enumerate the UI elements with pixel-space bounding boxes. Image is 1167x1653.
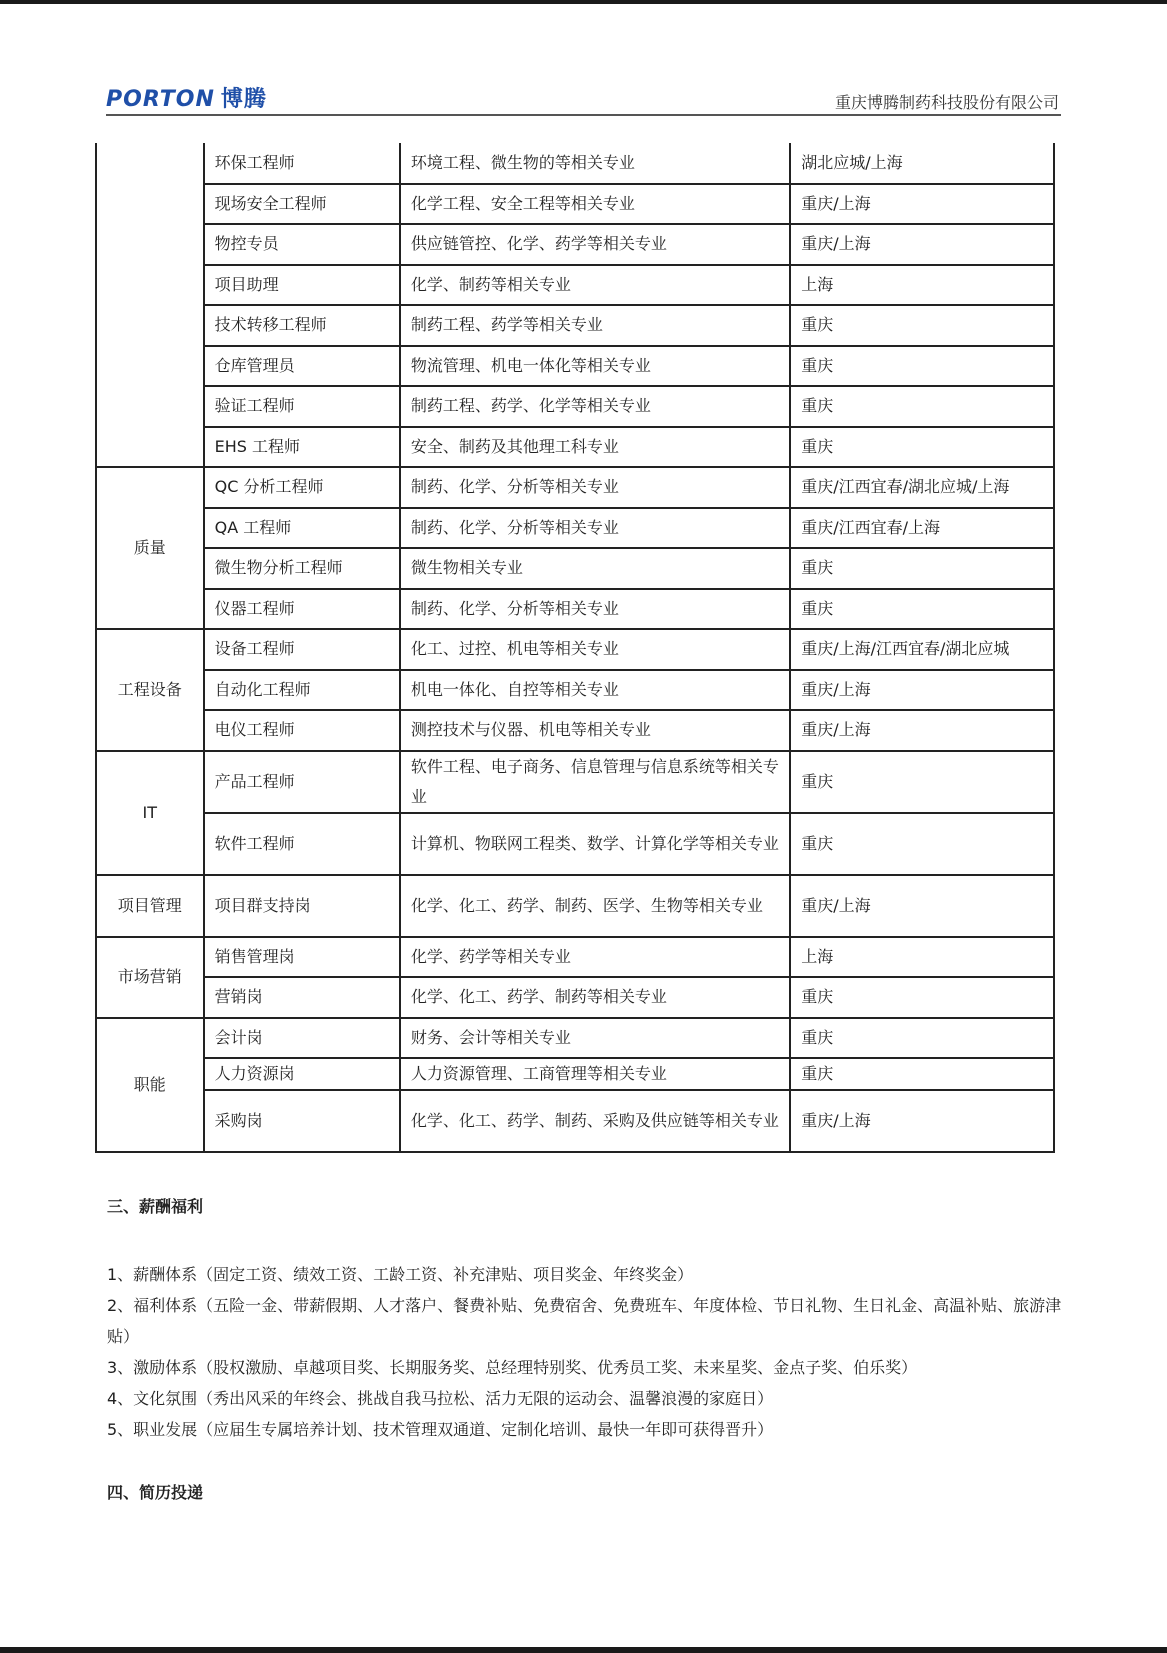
table-row xyxy=(96,224,1054,265)
position-cell: 项目助理 xyxy=(204,265,400,306)
major-cell: 化学、化工、药学、制药等相关专业 xyxy=(400,977,790,1018)
position-cell: 会计岗 xyxy=(204,1018,400,1059)
position-cell: QC 分析工程师 xyxy=(204,467,400,508)
location-cell: 重庆/上海 xyxy=(790,224,1054,265)
major-cell: 化学、制药等相关专业 xyxy=(400,265,790,306)
dept-cell: 职能 xyxy=(96,1018,204,1153)
list-item: 2、福利体系（五险一金、带薪假期、人才落户、餐费补贴、免费宿舍、免费班车、年度体检、节日礼物、生日礼金、高温补贴、旅游津贴） xyxy=(107,1296,1062,1346)
bottom-border xyxy=(0,1647,1167,1653)
table-row xyxy=(96,589,1054,630)
location-cell: 重庆 xyxy=(790,427,1054,468)
dept-cell: 项目管理 xyxy=(96,875,204,937)
benefits-list xyxy=(107,1259,1062,1445)
position-cell: 营销岗 xyxy=(204,977,400,1018)
table-row xyxy=(96,1018,1054,1059)
table-row xyxy=(96,1090,1054,1152)
location-cell: 重庆 xyxy=(790,346,1054,387)
major-cell: 化学、化工、药学、制药、医学、生物等相关专业 xyxy=(400,875,790,937)
position-cell: 现场安全工程师 xyxy=(204,184,400,225)
position-cell: 自动化工程师 xyxy=(204,670,400,711)
location-cell: 重庆/上海 xyxy=(790,875,1054,937)
table-row xyxy=(96,427,1054,468)
position-cell: 采购岗 xyxy=(204,1090,400,1152)
position-cell: EHS 工程师 xyxy=(204,427,400,468)
page-header xyxy=(106,78,1061,116)
list-item: 1、薪酬体系（固定工资、绩效工资、工龄工资、补充津贴、项目奖金、年终奖金） xyxy=(107,1265,694,1284)
location-cell: 重庆 xyxy=(790,589,1054,630)
table-row xyxy=(96,670,1054,711)
position-cell: 人力资源岗 xyxy=(204,1058,400,1090)
location-cell: 湖北应城/上海 xyxy=(790,143,1054,184)
major-cell: 化工、过控、机电等相关专业 xyxy=(400,629,790,670)
position-cell: 仪器工程师 xyxy=(204,589,400,630)
dept-cell xyxy=(96,143,204,467)
location-cell: 重庆 xyxy=(790,1018,1054,1059)
location-cell: 重庆 xyxy=(790,386,1054,427)
location-cell: 重庆/江西宜春/上海 xyxy=(790,508,1054,549)
table-row xyxy=(96,346,1054,387)
table-row xyxy=(96,977,1054,1018)
table-row xyxy=(96,751,1054,813)
major-cell: 物流管理、机电一体化等相关专业 xyxy=(400,346,790,387)
location-cell: 重庆/上海 xyxy=(790,670,1054,711)
table-row xyxy=(96,813,1054,875)
major-cell: 软件工程、电子商务、信息管理与信息系统等相关专业 xyxy=(400,751,790,813)
major-cell: 微生物相关专业 xyxy=(400,548,790,589)
dept-cell: 市场营销 xyxy=(96,937,204,1018)
major-cell: 财务、会计等相关专业 xyxy=(400,1018,790,1059)
major-cell: 计算机、物联网工程类、数学、计算化学等相关专业 xyxy=(400,813,790,875)
position-cell: 物控专员 xyxy=(204,224,400,265)
position-cell: 环保工程师 xyxy=(204,143,400,184)
major-cell: 化学、药学等相关专业 xyxy=(400,937,790,978)
major-cell: 化学、化工、药学、制药、采购及供应链等相关专业 xyxy=(400,1090,790,1152)
list-item: 3、激励体系（股权激励、卓越项目奖、长期服务奖、总经理特别奖、优秀员工奖、未来星奖、金点子奖、伯乐奖） xyxy=(107,1358,918,1377)
position-cell: QA 工程师 xyxy=(204,508,400,549)
position-cell: 软件工程师 xyxy=(204,813,400,875)
location-cell: 重庆 xyxy=(790,813,1054,875)
position-cell: 验证工程师 xyxy=(204,386,400,427)
job-table xyxy=(95,143,1055,1153)
list-item: 5、职业发展（应届生专属培养计划、技术管理双通道、定制化培训、最快一年即可获得晋升） xyxy=(107,1420,774,1439)
table-row xyxy=(96,143,1054,184)
location-cell: 重庆 xyxy=(790,977,1054,1018)
dept-cell: IT xyxy=(96,751,204,875)
location-cell: 重庆/上海 xyxy=(790,184,1054,225)
position-cell: 产品工程师 xyxy=(204,751,400,813)
list-item: 4、文化氛围（秀出风采的年终会、挑战自我马拉松、活力无限的运动会、温馨浪漫的家庭日） xyxy=(107,1389,774,1408)
major-cell: 环境工程、微生物的等相关专业 xyxy=(400,143,790,184)
table-row xyxy=(96,1058,1054,1090)
dept-cell: 质量 xyxy=(96,467,204,629)
position-cell: 技术转移工程师 xyxy=(204,305,400,346)
major-cell: 制药、化学、分析等相关专业 xyxy=(400,508,790,549)
table-row xyxy=(96,265,1054,306)
position-cell: 项目群支持岗 xyxy=(204,875,400,937)
location-cell: 重庆 xyxy=(790,1058,1054,1090)
logo-text: PORTON xyxy=(106,87,215,112)
major-cell: 化学工程、安全工程等相关专业 xyxy=(400,184,790,225)
company-name: 重庆博腾制药科技股份有限公司 xyxy=(834,93,1059,112)
major-cell: 制药、化学、分析等相关专业 xyxy=(400,589,790,630)
major-cell: 制药工程、药学等相关专业 xyxy=(400,305,790,346)
table-row xyxy=(96,508,1054,549)
major-cell: 制药、化学、分析等相关专业 xyxy=(400,467,790,508)
position-cell: 设备工程师 xyxy=(204,629,400,670)
major-cell: 机电一体化、自控等相关专业 xyxy=(400,670,790,711)
major-cell: 人力资源管理、工商管理等相关专业 xyxy=(400,1058,790,1090)
position-cell: 微生物分析工程师 xyxy=(204,548,400,589)
location-cell: 上海 xyxy=(790,265,1054,306)
position-cell: 仓库管理员 xyxy=(204,346,400,387)
table-row xyxy=(96,467,1054,508)
table-row xyxy=(96,710,1054,751)
company-logo xyxy=(106,82,267,113)
position-cell: 销售管理岗 xyxy=(204,937,400,978)
major-cell: 制药工程、药学、化学等相关专业 xyxy=(400,386,790,427)
table-row xyxy=(96,305,1054,346)
table-row xyxy=(96,875,1054,937)
table-row xyxy=(96,184,1054,225)
location-cell: 重庆/江西宜春/湖北应城/上海 xyxy=(790,467,1054,508)
location-cell: 上海 xyxy=(790,937,1054,978)
major-cell: 测控技术与仪器、机电等相关专业 xyxy=(400,710,790,751)
location-cell: 重庆 xyxy=(790,305,1054,346)
location-cell: 重庆/上海 xyxy=(790,1090,1054,1152)
section-title-benefits: 三、薪酬福利 xyxy=(107,1197,204,1216)
location-cell: 重庆/上海 xyxy=(790,710,1054,751)
major-cell: 安全、制药及其他理工科专业 xyxy=(400,427,790,468)
logo-cn: 博腾 xyxy=(220,87,267,112)
dept-cell: 工程设备 xyxy=(96,629,204,751)
position-cell: 电仪工程师 xyxy=(204,710,400,751)
table-row xyxy=(96,548,1054,589)
table-row xyxy=(96,937,1054,978)
location-cell: 重庆/上海/江西宜春/湖北应城 xyxy=(790,629,1054,670)
section-title-resume: 四、简历投递 xyxy=(107,1483,204,1502)
top-border xyxy=(0,0,1167,4)
table-row xyxy=(96,386,1054,427)
location-cell: 重庆 xyxy=(790,751,1054,813)
major-cell: 供应链管控、化学、药学等相关专业 xyxy=(400,224,790,265)
location-cell: 重庆 xyxy=(790,548,1054,589)
table-row xyxy=(96,629,1054,670)
